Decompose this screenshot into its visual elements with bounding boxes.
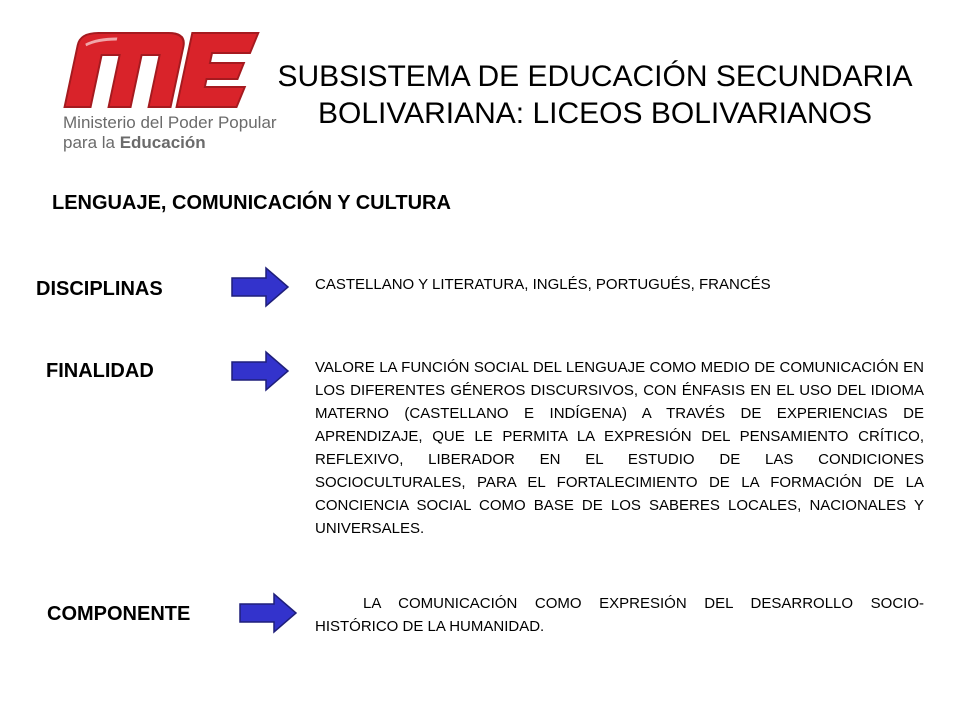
right-arrow-icon xyxy=(230,350,290,392)
finalidad-text: VALORE LA FUNCIÓN SOCIAL DEL LENGUAJE COMO MEDIO DE COMUNICACIÓN EN LOS DIFERENTES GÉNEROS DISCURSIVOS, CON ÉNFASIS EN EL USO DEL IDIOMA MATERNO (CASTELLANO E INDÍGENA) A TRAVÉS DE EXPERIENCIAS DE APRENDIZAJE, QUE LE PERMITA LA EXPRESIÓN DEL PENSAMIENTO CRÍTICO, REFLEXIVO, LIBERADOR EN EL ESTUDIO DE LAS CONDICIONES SOCIOCULTURALES, PARA EL FORTALECIMIENTO DE LA FORMACIÓN DE LA CONCIENCIA SOCIAL COMO BASE DE LOS SABERES LOCALES, NACIONALES Y UNIVERSALES. xyxy=(315,359,924,537)
page-title xyxy=(250,58,940,132)
logo-ministry-text: Ministerio del Poder Popular xyxy=(63,113,277,132)
logo-education-text: para la Educación xyxy=(63,133,206,152)
subject-heading: LENGUAJE, COMUNICACIÓN Y CULTURA xyxy=(52,192,451,214)
label-componente: COMPONENTE xyxy=(47,603,191,625)
right-arrow-icon xyxy=(230,266,290,308)
label-finalidad: FINALIDAD xyxy=(46,360,154,382)
title-line-1: SUBSISTEMA DE EDUCACIÓN SECUNDARIA xyxy=(277,60,913,93)
label-disciplinas: DISCIPLINAS xyxy=(36,278,163,300)
componente-text: LA COMUNICACIÓN COMO EXPRESIÓN DEL DESARROLLO SOCIO-HISTÓRICO DE LA HUMANIDAD. xyxy=(315,595,924,635)
disciplinas-text: CASTELLANO Y LITERATURA, INGLÉS, PORTUGUÉS, FRANCÉS xyxy=(315,276,771,293)
right-arrow-icon xyxy=(238,592,298,634)
title-line-2: BOLIVARIANA: LICEOS BOLIVARIANOS xyxy=(317,97,873,130)
